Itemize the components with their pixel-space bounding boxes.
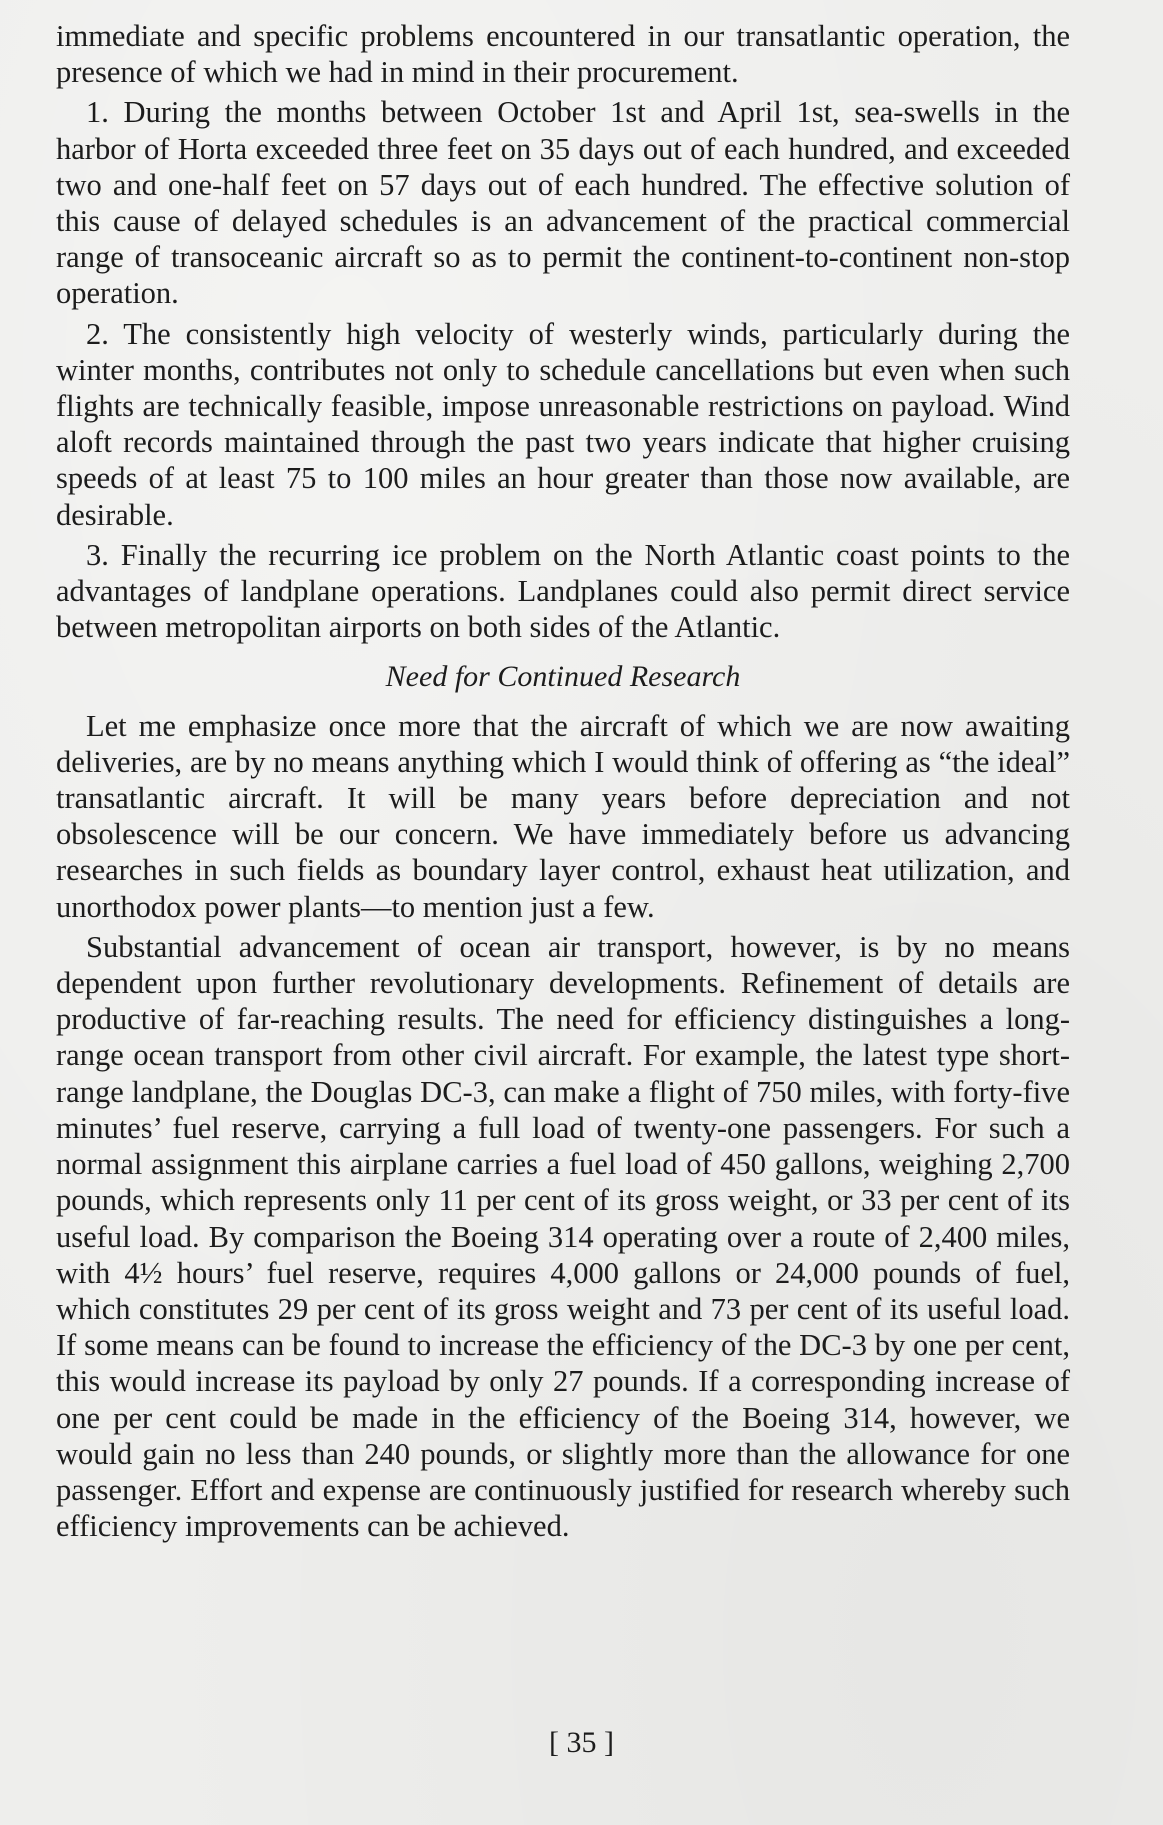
paragraph-research-2: Substantial advancement of ocean air transport, however, is by no means dependent upon further revolutionary developments. Refinement of details are productive of far-reaching results. The need for efficiency distinguishes a long-range ocean transport from other civil aircraft. For example, the latest type short-range landplane, the Douglas DC-3, can make a flight of 750 miles, with forty-five minutes’ fuel reserve, carrying a full load of twenty-one passengers. For such a normal assignment this airplane carries a fuel load of 450 gallons, weighing 2,700 pounds, which represents only 11 per cent of its gross weight, or 33 per cent of its useful load. By comparison the Boeing 314 operating over a route of 2,400 miles, with 4½ hours’ fuel reserve, requires 4,000 gallons or 24,000 pounds of fuel, which constitutes 29 per cent of its gross weight and 73 per cent of its useful load. If some means can be found to increase the efficiency of the DC-3 by one per cent, this would increase its payload by only 27 pounds. If a corresponding increase of one per cent could be made in the efficiency of the Boeing 314, however, we would gain no less than 240 pounds, or slightly more than the allowance for one passenger. Effort and expense are continuously justified for research whereby such efficiency improvements can be achieved. xyxy=(56,929,1070,1544)
paragraph-item-3: 3. Finally the recurring ice problem on the North Atlantic coast points to the advantages of landplane operations. Landplanes could also permit direct service between metropolitan airports on both sides of the Atlantic. xyxy=(56,537,1070,645)
page-number: [ 35 ] xyxy=(549,1726,614,1759)
section-heading: Need for Continued Research xyxy=(385,660,741,694)
paragraph-item-1: 1. During the months between October 1st and April 1st, sea-swells in the harbor of Horta exceeded three feet on 35 days out of each hundred, and exceeded two and one-half feet on 57 days out of each hundred. The effective solution of this cause of delayed schedules is an advancement of the practical commercial range of transoceanic aircraft so as to permit the continent-to-continent non-stop operation. xyxy=(56,95,1070,311)
paragraph-item-2: 2. The consistently high velocity of westerly winds, particularly during the winter months, contributes not only to schedule cancellations but even when such flights are technically feasible, impose unreasonable restrictions on payload. Wind aloft records maintained through the past two years indicate that higher cruising speeds of at least 75 to 100 miles an hour greater than those now available, are desirable. xyxy=(56,316,1070,532)
paragraph-continued: immediate and specific problems encountered in our transatlantic operation, the presence of which we had in mind in their procurement. xyxy=(56,19,1070,90)
paragraph-research-1: Let me emphasize once more that the aircraft of which we are now awaiting deliveries, are by no means anything which I would think of offering as “the ideal” transatlantic aircraft. It will be many years before depreciation and not obsolescence will be our concern. We have immediately before us advancing researches in such fields as boundary layer control, exhaust heat utilization, and unorthodox power plants—to mention just a few. xyxy=(56,708,1070,924)
body-text xyxy=(56,18,1070,1548)
